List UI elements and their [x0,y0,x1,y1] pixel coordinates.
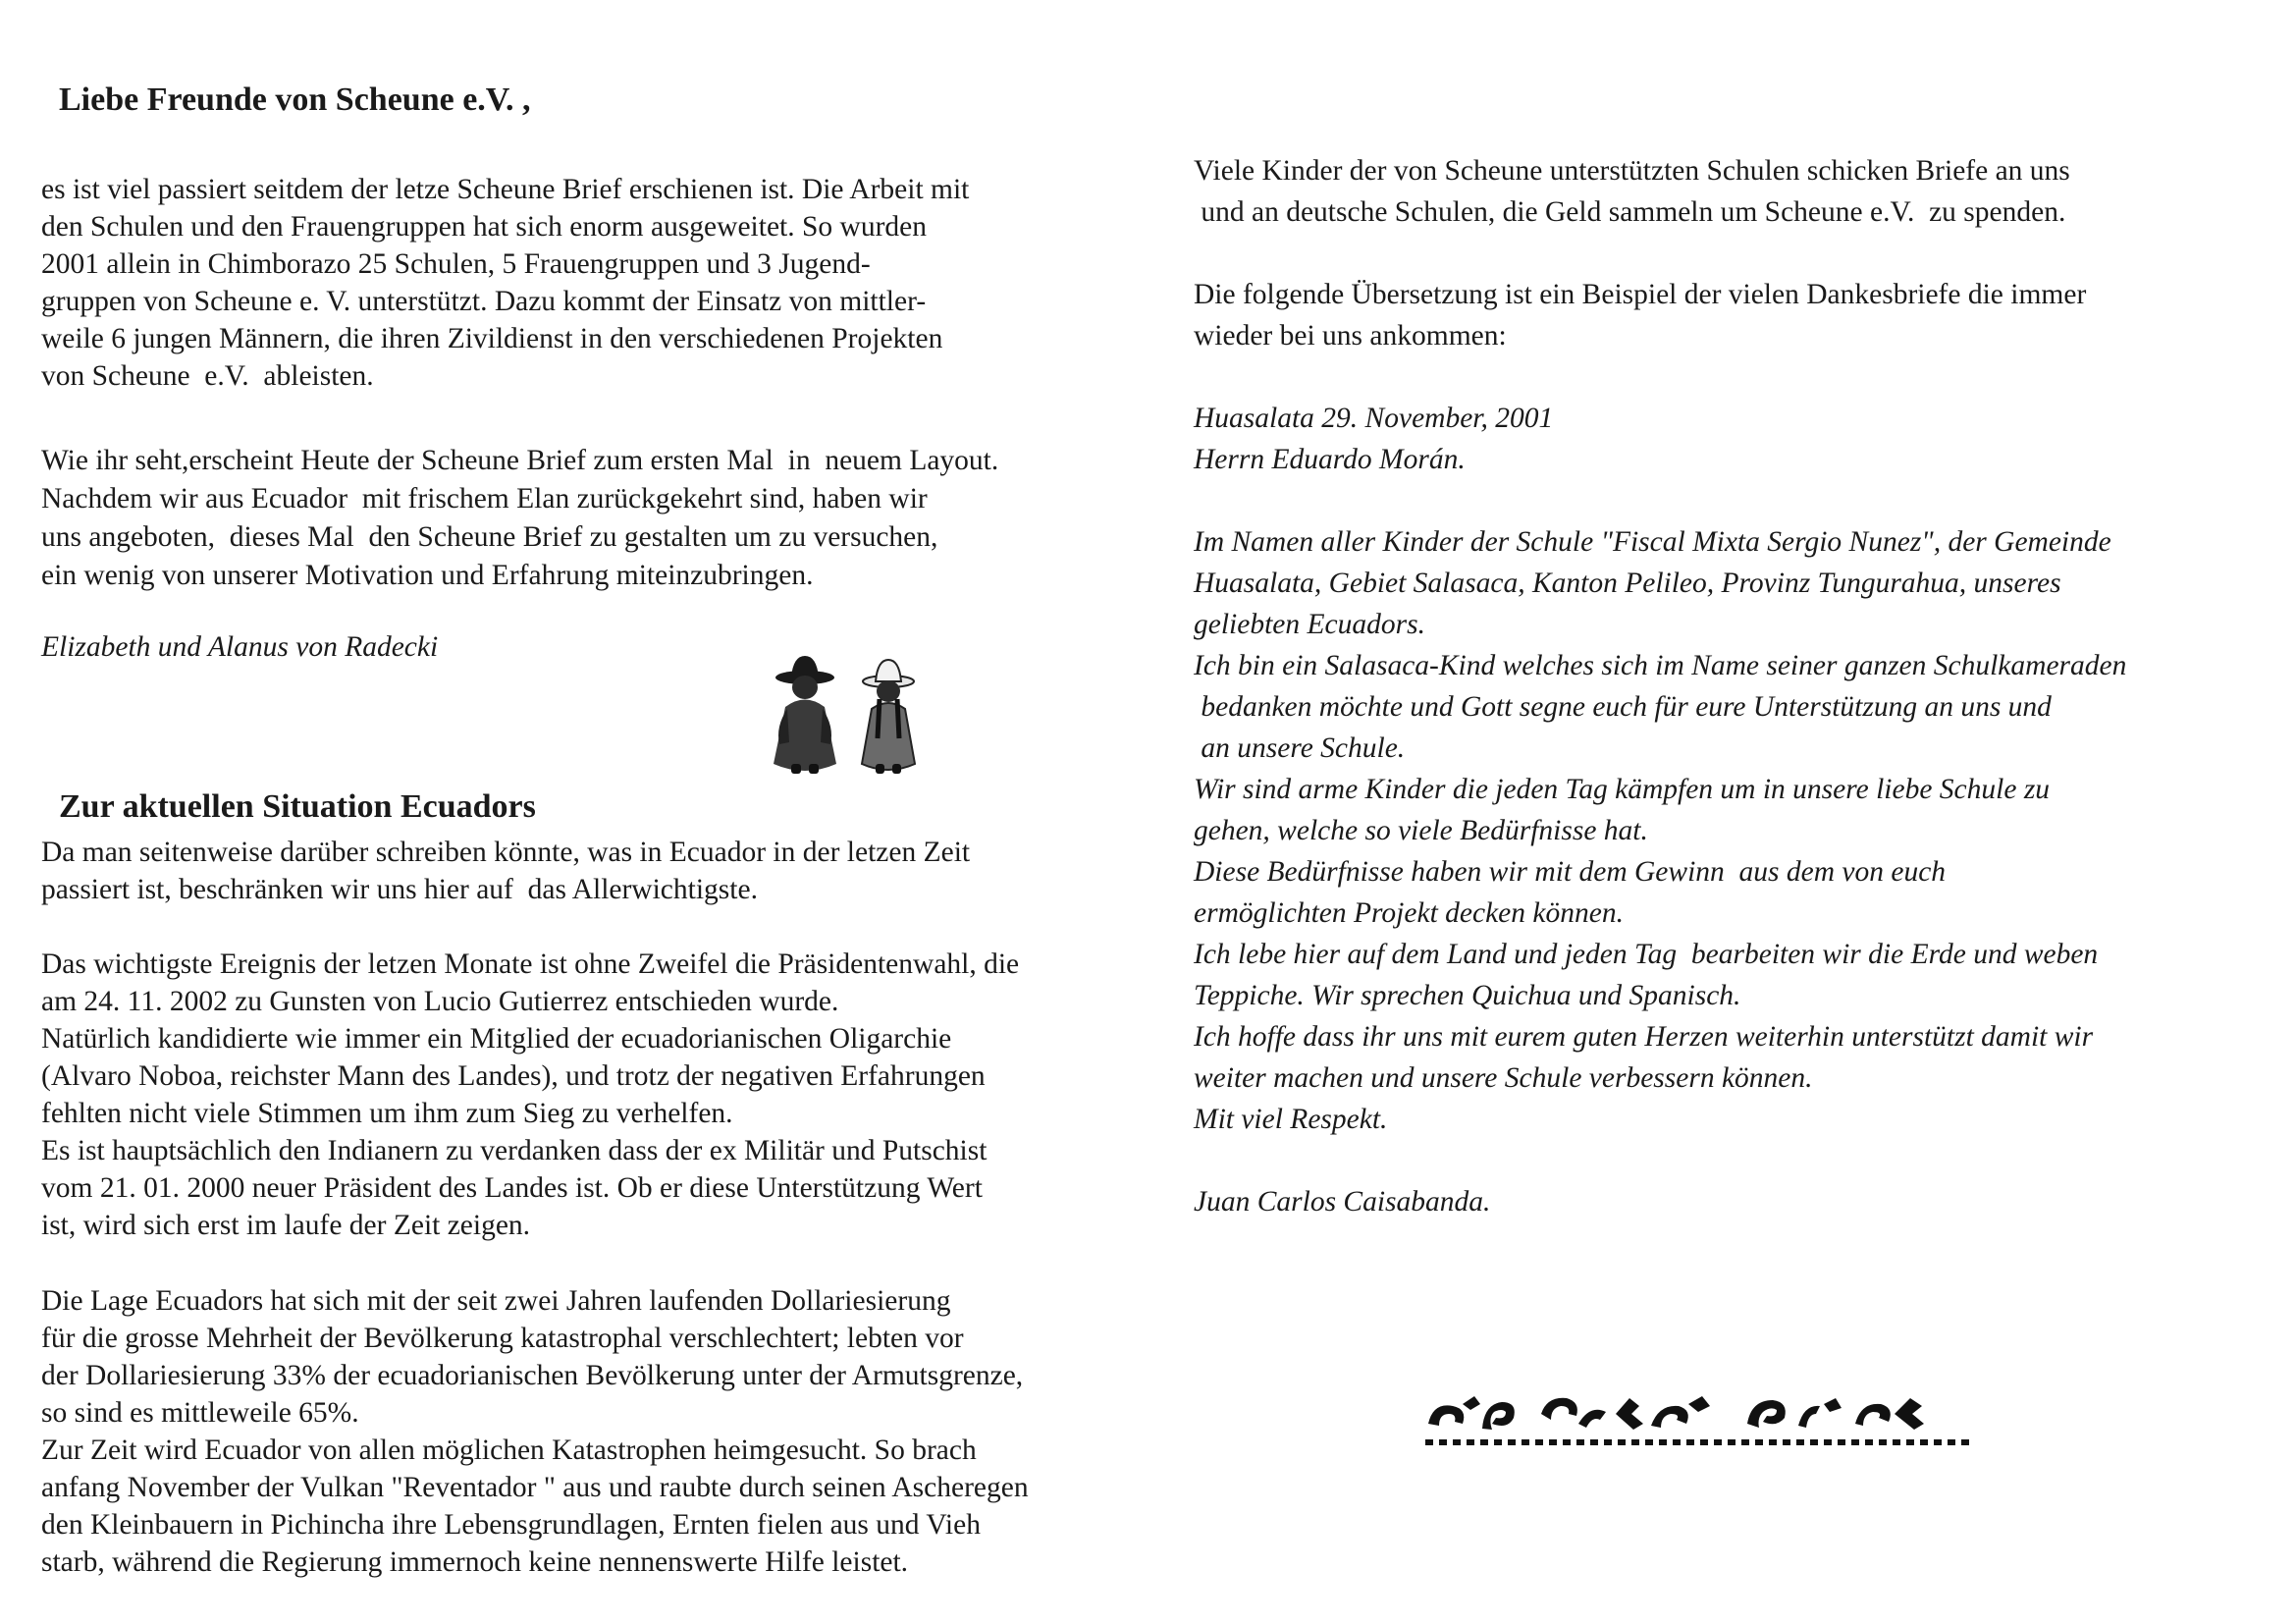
text-line: Ich bin ein Salasaca-Kind welches sich im Name seiner ganzen Schulkameraden [1194,650,2127,681]
text-line: von Scheune e.V. ableisten. [41,360,374,392]
text-line: Huasalata, Gebiet Salasaca, Kanton Pelileo, Provinz Tungurahua, unseres [1194,568,2061,599]
text-line: passiert ist, beschränken wir uns hier auf das Allerwichtigste. [41,874,758,905]
text-line: Zur Zeit wird Ecuador von allen möglichen Katastrophen heimgesucht. So brach [41,1435,977,1466]
text-line: für die grosse Mehrheit der Bevölkerung katastrophal verschlechtert; lebten vor [41,1323,964,1354]
text-line: Teppiche. Wir sprechen Quichua und Spanisch. [1194,980,1741,1011]
text-line: und an deutsche Schulen, die Geld sammeln um Scheune e.V. zu spenden. [1194,196,2066,228]
text-line: ermöglichten Projekt decken können. [1194,897,1624,929]
text-line: ein wenig von unserer Motivation und Erfahrung miteinzubringen. [41,560,814,591]
child-light-figure [862,660,915,774]
text-line: Diese Bedürfnisse haben wir mit dem Gewinn aus dem von euch [1194,856,1947,888]
text-line: geliebten Ecuadors. [1194,609,1425,640]
text-line: starb, während die Regierung immernoch keine nennenswerte Hilfe leistet. [41,1546,909,1578]
text-line: Ich lebe hier auf dem Land und jeden Tag bearbeiten wir die Erde und weben [1194,939,2099,970]
text-line: ist, wird sich erst im laufe der Zeit zeigen. [41,1210,531,1241]
text-line: Im Namen aller Kinder der Schule "Fiscal Mixta Sergio Nunez", der Gemeinde [1194,526,2111,558]
text-line: fehlten nicht viele Stimmen um ihm zum Sieg zu verhelfen. [41,1098,733,1129]
decorative-ornament [1423,1384,1973,1453]
text-line: so sind es mittleweile 65%. [41,1397,359,1429]
text-line: gruppen von Scheune e. V. unterstützt. Dazu kommt der Einsatz von mittler- [41,286,927,317]
text-line: Wie ihr seht,erscheint Heute der Scheune Brief zum ersten Mal in neuem Layout. [41,445,999,476]
text-line: 2001 allein in Chimborazo 25 Schulen, 5 Frauengruppen und 3 Jugend- [41,248,871,280]
child-dark-figure [774,656,836,774]
greeting-heading: Liebe Freunde von Scheune e.V. , [59,81,531,118]
text-line: Nachdem wir aus Ecuador mit frischem Elan zurückgekehrt sind, haben wir [41,483,928,514]
text-line: Viele Kinder der von Scheune unterstützten Schulen schicken Briefe an uns [1194,155,2070,187]
text-line: uns angeboten, dieses Mal den Scheune Brief zu gestalten um zu versuchen, [41,521,938,553]
ornament-dotted-baseline [1425,1439,1969,1445]
ornament-motifs [1428,1396,1924,1430]
text-line: den Schulen und den Frauengruppen hat sich enorm ausgeweitet. So wurden [41,211,927,243]
text-line: vom 21. 01. 2000 neuer Präsident des Landes ist. Ob er diese Unterstützung Wert [41,1172,983,1204]
text-line: Die Lage Ecuadors hat sich mit der seit zwei Jahren laufenden Dollariesierung [41,1285,951,1317]
text-line: anfang November der Vulkan "Reventador " aus und raubte durch seinen Ascheregen [41,1472,1029,1503]
text-line: (Alvaro Noboa, reichster Mann des Landes), und trotz der negativen Erfahrungen [41,1060,986,1092]
text-line: Mit viel Respekt. [1194,1104,1388,1135]
text-line: Wir sind arme Kinder die jeden Tag kämpfen um in unsere liebe Schule zu [1194,774,2051,805]
text-line: Es ist hauptsächlich den Indianern zu verdanken dass der ex Militär und Putschist [41,1135,988,1166]
text-line: es ist viel passiert seitdem der letze Scheune Brief erschienen ist. Die Arbeit mit [41,174,970,205]
letter-date: Huasalata 29. November, 2001 [1194,403,1554,434]
text-line: Die folgende Übersetzung ist ein Beispiel der vielen Dankesbriefe die immer [1194,279,2087,310]
text-line: Da man seitenweise darüber schreiben könnte, was in Ecuador in der letzen Zeit [41,837,971,868]
situation-heading: Zur aktuellen Situation Ecuadors [59,788,536,825]
text-line: Das wichtigste Ereignis der letzen Monate ist ohne Zweifel die Präsidentenwahl, die [41,948,1020,980]
text-line: den Kleinbauern in Pichincha ihre Lebensgrundlagen, Ernten fielen aus und Vieh [41,1509,981,1541]
text-line: wieder bei uns ankommen: [1194,320,1507,352]
letter-recipient: Herrn Eduardo Morán. [1194,444,1466,475]
text-line: am 24. 11. 2002 zu Gunsten von Lucio Gutierrez entschieden wurde. [41,986,839,1017]
children-illustration [756,648,942,781]
text-line: Natürlich kandidierte wie immer ein Mitglied der ecuadorianischen Oligarchie [41,1023,952,1055]
text-line: an unsere Schule. [1194,732,1406,764]
text-line: gehen, welche so viele Bedürfnisse hat. [1194,815,1648,846]
text-line: bedanken möchte und Gott segne euch für eure Unterstützung an uns und [1194,691,2052,723]
text-line: der Dollariesierung 33% der ecuadorianischen Bevölkerung unter der Armutsgrenze, [41,1360,1024,1391]
text-line: Ich hoffe dass ihr uns mit eurem guten Herzen weiterhin unterstützt damit wir [1194,1021,2094,1053]
text-line: weile 6 jungen Männern, die ihren Zivildienst in den verschiedenen Projekten [41,323,943,354]
text-line: weiter machen und unsere Schule verbessern können. [1194,1062,1813,1094]
author-signature: Elizabeth und Alanus von Radecki [41,631,439,663]
letter-signature: Juan Carlos Caisabanda. [1194,1186,1491,1218]
